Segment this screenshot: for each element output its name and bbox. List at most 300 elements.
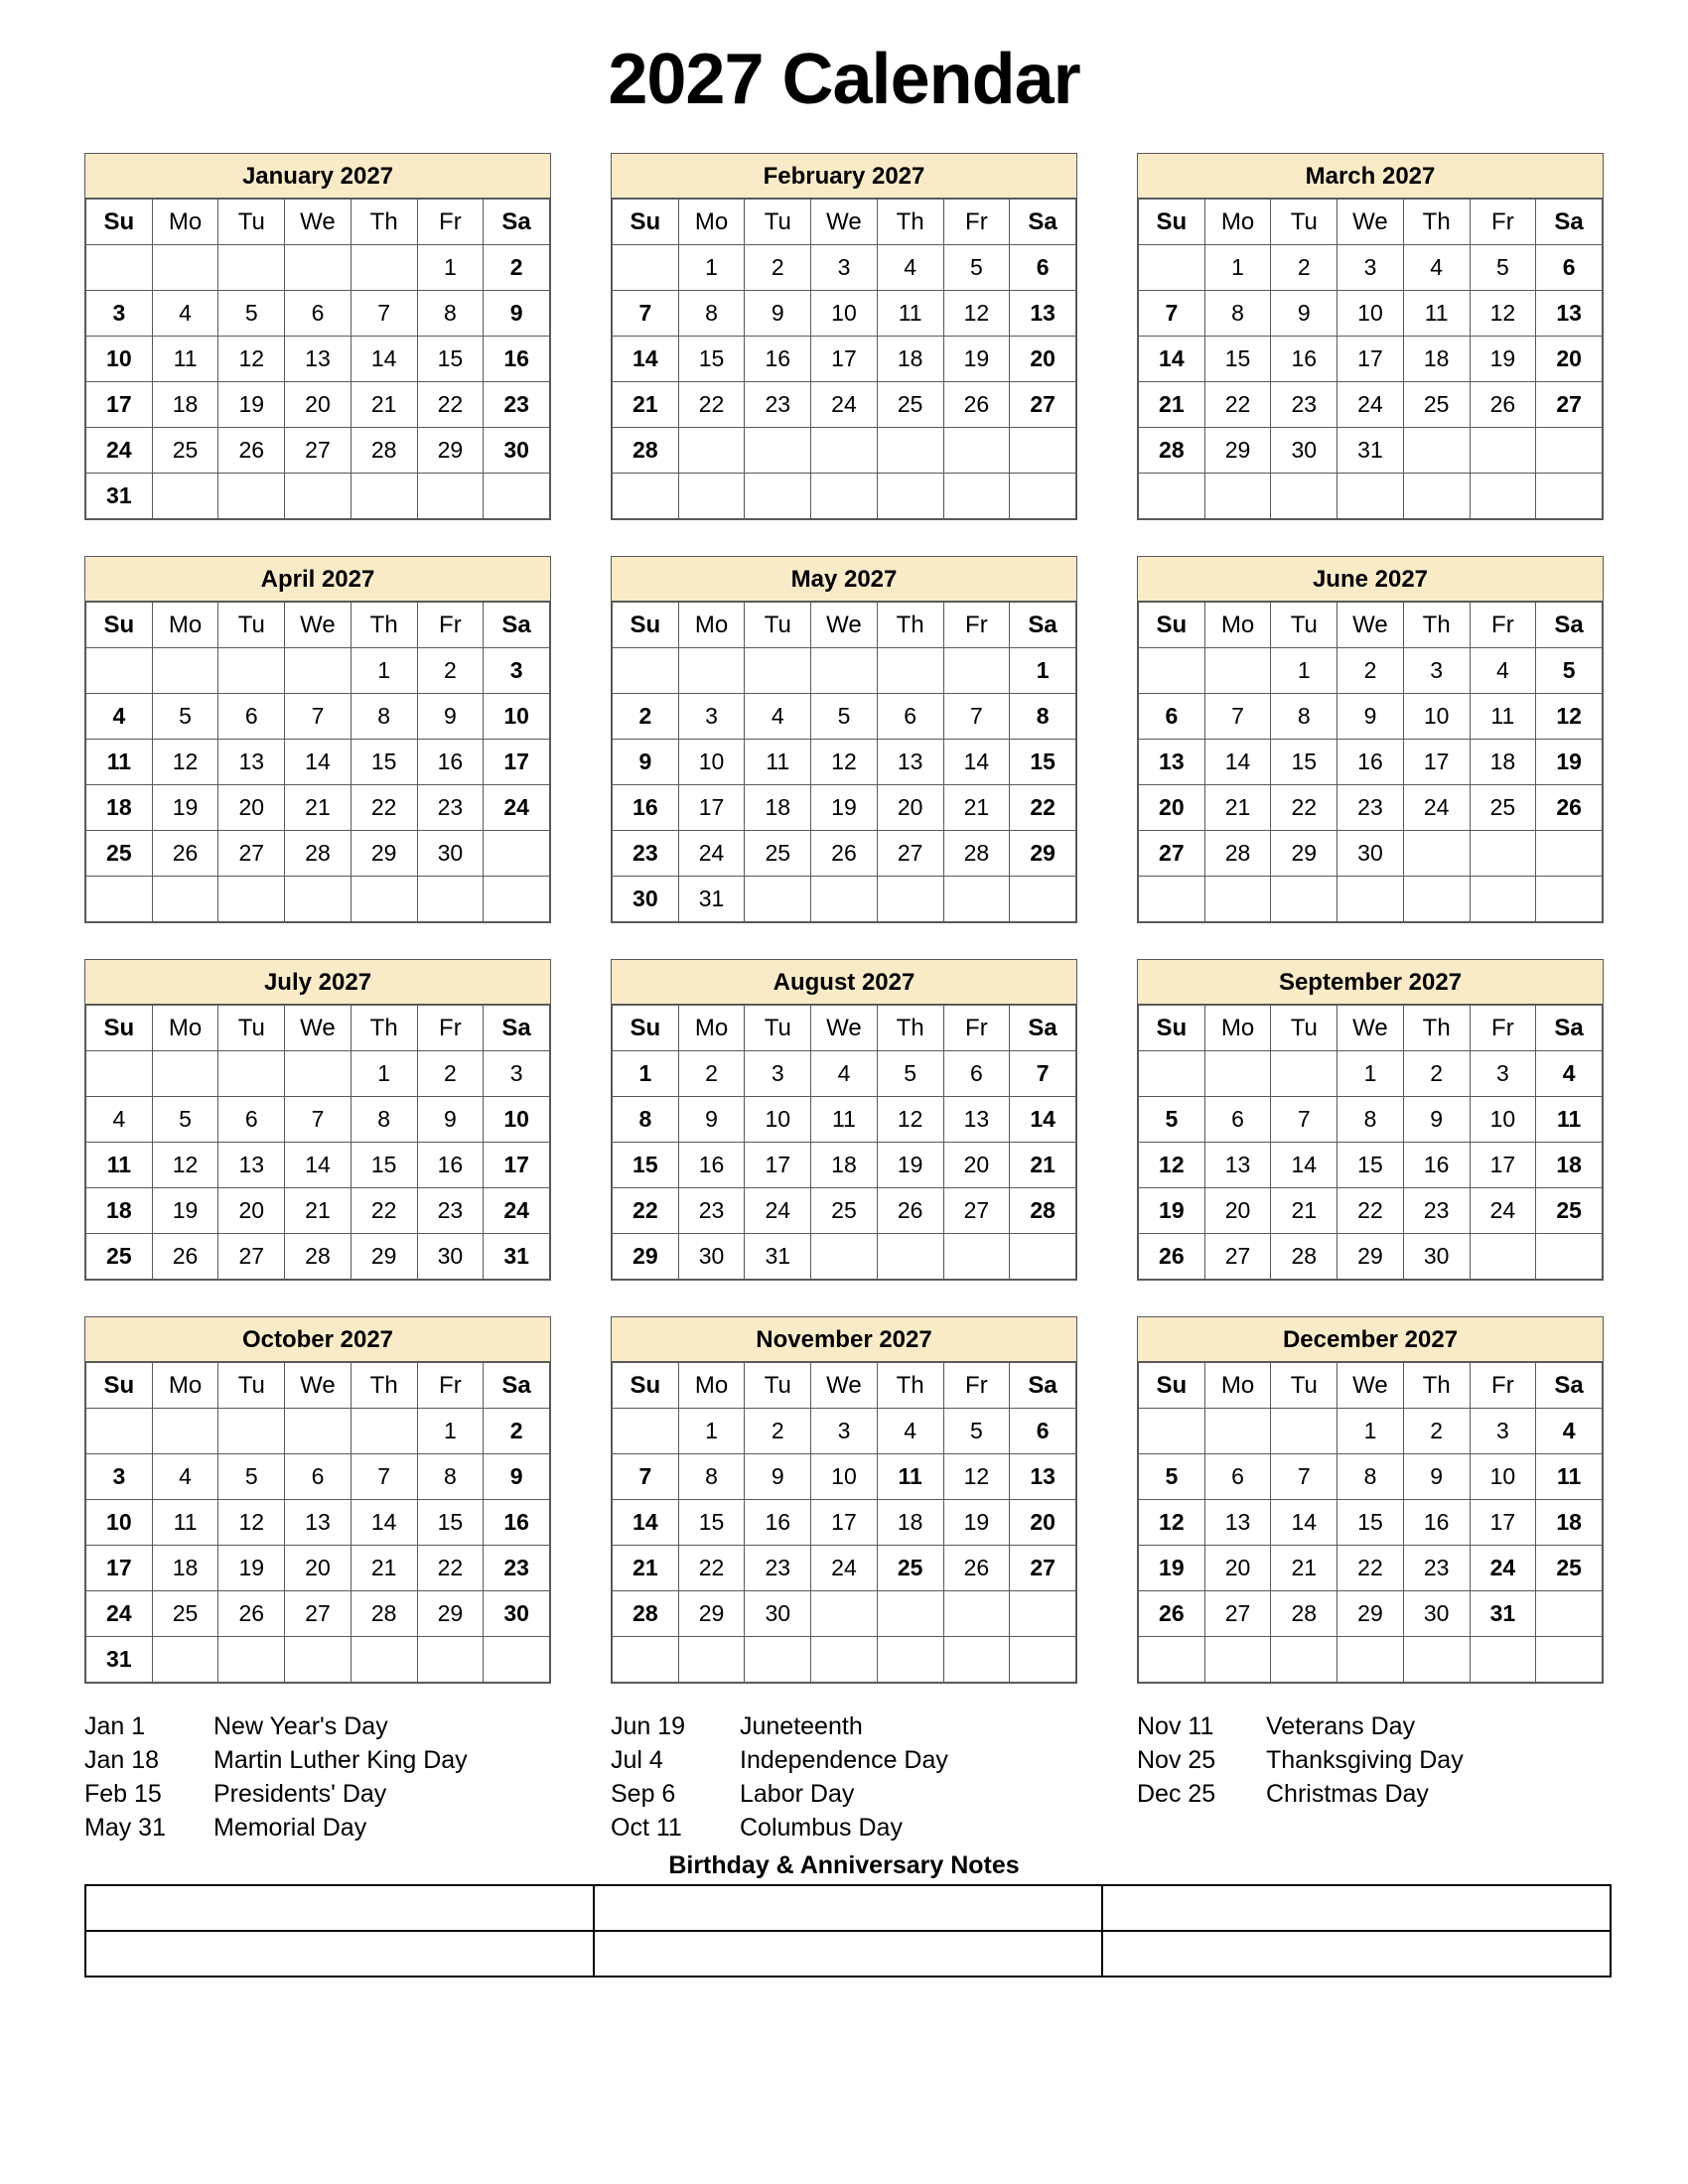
day-cell[interactable]: 27 — [1010, 1546, 1076, 1591]
day-cell[interactable]: 8 — [1271, 694, 1337, 740]
day-cell[interactable]: 17 — [1470, 1500, 1536, 1546]
day-cell[interactable]: 6 — [1536, 245, 1603, 291]
day-cell[interactable]: 25 — [745, 831, 811, 877]
day-cell[interactable]: 16 — [613, 785, 679, 831]
day-cell[interactable]: 20 — [1204, 1188, 1271, 1234]
day-cell[interactable]: 3 — [1337, 245, 1404, 291]
day-cell[interactable]: 9 — [1403, 1097, 1470, 1143]
day-cell[interactable]: 31 — [1337, 428, 1404, 474]
day-cell[interactable]: 9 — [745, 1454, 811, 1500]
day-cell[interactable]: 31 — [86, 474, 153, 519]
day-cell[interactable]: 8 — [417, 291, 484, 337]
day-cell[interactable]: 26 — [1139, 1591, 1205, 1637]
day-cell[interactable]: 25 — [1470, 785, 1536, 831]
day-cell[interactable]: 3 — [1470, 1409, 1536, 1454]
day-cell[interactable]: 16 — [1337, 740, 1404, 785]
day-cell[interactable]: 19 — [152, 785, 218, 831]
day-cell[interactable]: 18 — [152, 382, 218, 428]
day-cell[interactable]: 11 — [877, 291, 943, 337]
day-cell[interactable]: 13 — [218, 740, 285, 785]
day-cell[interactable]: 25 — [877, 1546, 943, 1591]
day-cell[interactable]: 2 — [745, 245, 811, 291]
day-cell[interactable]: 5 — [1536, 648, 1603, 694]
day-cell[interactable]: 7 — [1204, 694, 1271, 740]
day-cell[interactable]: 28 — [613, 1591, 679, 1637]
day-cell[interactable]: 14 — [285, 740, 352, 785]
day-cell[interactable]: 9 — [484, 1454, 550, 1500]
day-cell[interactable]: 10 — [1403, 694, 1470, 740]
day-cell[interactable]: 8 — [678, 291, 745, 337]
day-cell[interactable]: 18 — [877, 337, 943, 382]
day-cell[interactable]: 22 — [1337, 1546, 1404, 1591]
day-cell[interactable]: 7 — [351, 291, 417, 337]
day-cell[interactable]: 24 — [811, 382, 878, 428]
day-cell[interactable]: 16 — [745, 1500, 811, 1546]
day-cell[interactable]: 25 — [877, 382, 943, 428]
day-cell[interactable]: 27 — [1536, 382, 1603, 428]
day-cell[interactable]: 30 — [678, 1234, 745, 1280]
day-cell[interactable]: 26 — [1470, 382, 1536, 428]
notes-cell[interactable] — [85, 1931, 594, 1977]
day-cell[interactable]: 9 — [417, 694, 484, 740]
day-cell[interactable]: 17 — [811, 1500, 878, 1546]
day-cell[interactable]: 6 — [877, 694, 943, 740]
day-cell[interactable]: 31 — [86, 1637, 153, 1683]
day-cell[interactable]: 16 — [417, 1143, 484, 1188]
notes-cell[interactable] — [1102, 1885, 1611, 1931]
day-cell[interactable]: 4 — [152, 1454, 218, 1500]
day-cell[interactable]: 29 — [351, 1234, 417, 1280]
day-cell[interactable]: 27 — [218, 1234, 285, 1280]
day-cell[interactable]: 29 — [613, 1234, 679, 1280]
day-cell[interactable]: 19 — [218, 382, 285, 428]
day-cell[interactable]: 2 — [1337, 648, 1404, 694]
day-cell[interactable]: 28 — [351, 1591, 417, 1637]
day-cell[interactable]: 1 — [613, 1051, 679, 1097]
day-cell[interactable]: 23 — [1337, 785, 1404, 831]
day-cell[interactable]: 20 — [1204, 1546, 1271, 1591]
day-cell[interactable]: 26 — [1139, 1234, 1205, 1280]
day-cell[interactable]: 15 — [417, 337, 484, 382]
day-cell[interactable]: 26 — [811, 831, 878, 877]
day-cell[interactable]: 18 — [1536, 1500, 1603, 1546]
day-cell[interactable]: 24 — [678, 831, 745, 877]
day-cell[interactable]: 27 — [285, 428, 352, 474]
day-cell[interactable]: 11 — [152, 337, 218, 382]
day-cell[interactable]: 21 — [351, 382, 417, 428]
day-cell[interactable]: 18 — [152, 1546, 218, 1591]
day-cell[interactable]: 13 — [1139, 740, 1205, 785]
day-cell[interactable]: 22 — [1204, 382, 1271, 428]
day-cell[interactable]: 25 — [152, 1591, 218, 1637]
day-cell[interactable]: 14 — [351, 337, 417, 382]
day-cell[interactable]: 11 — [1536, 1454, 1603, 1500]
day-cell[interactable]: 23 — [484, 1546, 550, 1591]
day-cell[interactable]: 1 — [417, 1409, 484, 1454]
day-cell[interactable]: 15 — [678, 1500, 745, 1546]
day-cell[interactable]: 2 — [1403, 1409, 1470, 1454]
day-cell[interactable]: 21 — [351, 1546, 417, 1591]
day-cell[interactable]: 8 — [613, 1097, 679, 1143]
day-cell[interactable]: 14 — [1010, 1097, 1076, 1143]
day-cell[interactable]: 18 — [1470, 740, 1536, 785]
day-cell[interactable]: 25 — [811, 1188, 878, 1234]
day-cell[interactable]: 16 — [1403, 1143, 1470, 1188]
day-cell[interactable]: 24 — [811, 1546, 878, 1591]
day-cell[interactable]: 18 — [877, 1500, 943, 1546]
day-cell[interactable]: 29 — [1337, 1234, 1404, 1280]
day-cell[interactable]: 18 — [745, 785, 811, 831]
day-cell[interactable]: 26 — [877, 1188, 943, 1234]
day-cell[interactable]: 14 — [285, 1143, 352, 1188]
day-cell[interactable]: 25 — [1536, 1188, 1603, 1234]
day-cell[interactable]: 12 — [152, 1143, 218, 1188]
day-cell[interactable]: 27 — [1204, 1591, 1271, 1637]
day-cell[interactable]: 18 — [1536, 1143, 1603, 1188]
day-cell[interactable]: 25 — [86, 831, 153, 877]
day-cell[interactable]: 21 — [285, 785, 352, 831]
day-cell[interactable]: 28 — [613, 428, 679, 474]
day-cell[interactable]: 21 — [1139, 382, 1205, 428]
day-cell[interactable]: 12 — [811, 740, 878, 785]
day-cell[interactable]: 11 — [86, 740, 153, 785]
day-cell[interactable]: 15 — [678, 337, 745, 382]
day-cell[interactable]: 5 — [152, 694, 218, 740]
day-cell[interactable]: 11 — [811, 1097, 878, 1143]
day-cell[interactable]: 1 — [1271, 648, 1337, 694]
day-cell[interactable]: 5 — [1139, 1097, 1205, 1143]
day-cell[interactable]: 13 — [877, 740, 943, 785]
day-cell[interactable]: 30 — [417, 1234, 484, 1280]
day-cell[interactable]: 2 — [613, 694, 679, 740]
day-cell[interactable]: 4 — [152, 291, 218, 337]
day-cell[interactable]: 10 — [1337, 291, 1404, 337]
day-cell[interactable]: 11 — [877, 1454, 943, 1500]
day-cell[interactable]: 29 — [417, 1591, 484, 1637]
day-cell[interactable]: 14 — [613, 337, 679, 382]
day-cell[interactable]: 10 — [745, 1097, 811, 1143]
day-cell[interactable]: 24 — [1403, 785, 1470, 831]
day-cell[interactable]: 2 — [678, 1051, 745, 1097]
day-cell[interactable]: 7 — [285, 1097, 352, 1143]
day-cell[interactable]: 15 — [1337, 1500, 1404, 1546]
day-cell[interactable]: 21 — [613, 1546, 679, 1591]
day-cell[interactable]: 11 — [1403, 291, 1470, 337]
day-cell[interactable]: 25 — [86, 1234, 153, 1280]
day-cell[interactable]: 20 — [1010, 337, 1076, 382]
day-cell[interactable]: 12 — [1139, 1500, 1205, 1546]
day-cell[interactable]: 13 — [1204, 1500, 1271, 1546]
day-cell[interactable]: 28 — [943, 831, 1010, 877]
day-cell[interactable]: 16 — [1403, 1500, 1470, 1546]
day-cell[interactable]: 30 — [484, 428, 550, 474]
day-cell[interactable]: 9 — [613, 740, 679, 785]
day-cell[interactable]: 29 — [351, 831, 417, 877]
day-cell[interactable]: 2 — [417, 648, 484, 694]
day-cell[interactable]: 7 — [1271, 1454, 1337, 1500]
day-cell[interactable]: 6 — [285, 291, 352, 337]
day-cell[interactable]: 13 — [218, 1143, 285, 1188]
day-cell[interactable]: 28 — [1010, 1188, 1076, 1234]
day-cell[interactable]: 27 — [943, 1188, 1010, 1234]
day-cell[interactable]: 28 — [1271, 1234, 1337, 1280]
day-cell[interactable]: 26 — [152, 831, 218, 877]
day-cell[interactable]: 19 — [1139, 1188, 1205, 1234]
day-cell[interactable]: 29 — [678, 1591, 745, 1637]
day-cell[interactable]: 4 — [1470, 648, 1536, 694]
day-cell[interactable]: 21 — [1204, 785, 1271, 831]
day-cell[interactable]: 4 — [877, 245, 943, 291]
day-cell[interactable]: 4 — [86, 1097, 153, 1143]
day-cell[interactable]: 31 — [484, 1234, 550, 1280]
day-cell[interactable]: 13 — [1536, 291, 1603, 337]
day-cell[interactable]: 12 — [218, 337, 285, 382]
day-cell[interactable]: 29 — [1010, 831, 1076, 877]
day-cell[interactable]: 30 — [745, 1591, 811, 1637]
day-cell[interactable]: 2 — [1403, 1051, 1470, 1097]
day-cell[interactable]: 6 — [218, 694, 285, 740]
day-cell[interactable]: 5 — [877, 1051, 943, 1097]
day-cell[interactable]: 5 — [218, 1454, 285, 1500]
day-cell[interactable]: 7 — [613, 1454, 679, 1500]
day-cell[interactable]: 11 — [745, 740, 811, 785]
day-cell[interactable]: 24 — [745, 1188, 811, 1234]
day-cell[interactable]: 11 — [1470, 694, 1536, 740]
day-cell[interactable]: 5 — [152, 1097, 218, 1143]
day-cell[interactable]: 11 — [86, 1143, 153, 1188]
day-cell[interactable]: 4 — [86, 694, 153, 740]
day-cell[interactable]: 21 — [1010, 1143, 1076, 1188]
day-cell[interactable]: 17 — [484, 1143, 550, 1188]
day-cell[interactable]: 6 — [1204, 1097, 1271, 1143]
day-cell[interactable]: 8 — [1204, 291, 1271, 337]
day-cell[interactable]: 13 — [285, 1500, 352, 1546]
day-cell[interactable]: 7 — [1139, 291, 1205, 337]
day-cell[interactable]: 4 — [877, 1409, 943, 1454]
day-cell[interactable]: 3 — [484, 648, 550, 694]
day-cell[interactable]: 3 — [811, 1409, 878, 1454]
day-cell[interactable]: 24 — [1337, 382, 1404, 428]
day-cell[interactable]: 3 — [86, 291, 153, 337]
day-cell[interactable]: 15 — [613, 1143, 679, 1188]
day-cell[interactable]: 28 — [1204, 831, 1271, 877]
day-cell[interactable]: 18 — [86, 1188, 153, 1234]
day-cell[interactable]: 13 — [1204, 1143, 1271, 1188]
day-cell[interactable]: 3 — [1403, 648, 1470, 694]
day-cell[interactable]: 3 — [484, 1051, 550, 1097]
day-cell[interactable]: 8 — [1010, 694, 1076, 740]
day-cell[interactable]: 22 — [1271, 785, 1337, 831]
day-cell[interactable]: 6 — [285, 1454, 352, 1500]
day-cell[interactable]: 19 — [811, 785, 878, 831]
day-cell[interactable]: 28 — [1271, 1591, 1337, 1637]
day-cell[interactable]: 19 — [1470, 337, 1536, 382]
day-cell[interactable]: 20 — [1139, 785, 1205, 831]
day-cell[interactable]: 19 — [943, 1500, 1010, 1546]
day-cell[interactable]: 30 — [1337, 831, 1404, 877]
day-cell[interactable]: 6 — [1010, 1409, 1076, 1454]
day-cell[interactable]: 7 — [285, 694, 352, 740]
day-cell[interactable]: 24 — [1470, 1546, 1536, 1591]
day-cell[interactable]: 3 — [745, 1051, 811, 1097]
day-cell[interactable]: 6 — [1010, 245, 1076, 291]
day-cell[interactable]: 23 — [745, 382, 811, 428]
day-cell[interactable]: 1 — [678, 1409, 745, 1454]
day-cell[interactable]: 1 — [351, 648, 417, 694]
day-cell[interactable]: 30 — [1403, 1591, 1470, 1637]
day-cell[interactable]: 4 — [1403, 245, 1470, 291]
day-cell[interactable]: 29 — [1337, 1591, 1404, 1637]
day-cell[interactable]: 1 — [1337, 1409, 1404, 1454]
day-cell[interactable]: 15 — [1010, 740, 1076, 785]
day-cell[interactable]: 12 — [877, 1097, 943, 1143]
day-cell[interactable]: 21 — [613, 382, 679, 428]
day-cell[interactable]: 31 — [1470, 1591, 1536, 1637]
day-cell[interactable]: 15 — [351, 740, 417, 785]
day-cell[interactable]: 22 — [351, 1188, 417, 1234]
day-cell[interactable]: 7 — [1271, 1097, 1337, 1143]
day-cell[interactable]: 5 — [1139, 1454, 1205, 1500]
day-cell[interactable]: 12 — [943, 1454, 1010, 1500]
notes-cell[interactable] — [594, 1931, 1102, 1977]
day-cell[interactable]: 4 — [811, 1051, 878, 1097]
day-cell[interactable]: 30 — [613, 877, 679, 922]
day-cell[interactable]: 10 — [811, 1454, 878, 1500]
day-cell[interactable]: 25 — [152, 428, 218, 474]
day-cell[interactable]: 10 — [1470, 1097, 1536, 1143]
day-cell[interactable]: 26 — [943, 382, 1010, 428]
day-cell[interactable]: 31 — [678, 877, 745, 922]
day-cell[interactable]: 1 — [1010, 648, 1076, 694]
day-cell[interactable]: 12 — [1139, 1143, 1205, 1188]
day-cell[interactable]: 14 — [1271, 1500, 1337, 1546]
day-cell[interactable]: 12 — [943, 291, 1010, 337]
day-cell[interactable]: 3 — [1470, 1051, 1536, 1097]
day-cell[interactable]: 23 — [613, 831, 679, 877]
day-cell[interactable]: 6 — [218, 1097, 285, 1143]
day-cell[interactable]: 6 — [943, 1051, 1010, 1097]
day-cell[interactable]: 14 — [1271, 1143, 1337, 1188]
day-cell[interactable]: 23 — [1403, 1546, 1470, 1591]
notes-cell[interactable] — [85, 1885, 594, 1931]
day-cell[interactable]: 5 — [943, 245, 1010, 291]
day-cell[interactable]: 26 — [152, 1234, 218, 1280]
day-cell[interactable]: 24 — [86, 1591, 153, 1637]
day-cell[interactable]: 27 — [877, 831, 943, 877]
day-cell[interactable]: 15 — [1271, 740, 1337, 785]
day-cell[interactable]: 7 — [613, 291, 679, 337]
day-cell[interactable]: 25 — [1403, 382, 1470, 428]
day-cell[interactable]: 12 — [152, 740, 218, 785]
day-cell[interactable]: 30 — [417, 831, 484, 877]
notes-cell[interactable] — [594, 1885, 1102, 1931]
day-cell[interactable]: 10 — [1470, 1454, 1536, 1500]
day-cell[interactable]: 18 — [86, 785, 153, 831]
day-cell[interactable]: 8 — [351, 694, 417, 740]
day-cell[interactable]: 18 — [1403, 337, 1470, 382]
day-cell[interactable]: 7 — [1010, 1051, 1076, 1097]
day-cell[interactable]: 10 — [678, 740, 745, 785]
day-cell[interactable]: 24 — [1470, 1188, 1536, 1234]
day-cell[interactable]: 10 — [484, 694, 550, 740]
day-cell[interactable]: 5 — [218, 291, 285, 337]
day-cell[interactable]: 20 — [285, 382, 352, 428]
day-cell[interactable]: 9 — [417, 1097, 484, 1143]
day-cell[interactable]: 16 — [745, 337, 811, 382]
day-cell[interactable]: 23 — [484, 382, 550, 428]
day-cell[interactable]: 26 — [218, 428, 285, 474]
day-cell[interactable]: 15 — [1337, 1143, 1404, 1188]
day-cell[interactable]: 8 — [1337, 1097, 1404, 1143]
day-cell[interactable]: 6 — [1204, 1454, 1271, 1500]
day-cell[interactable]: 19 — [877, 1143, 943, 1188]
day-cell[interactable]: 29 — [1271, 831, 1337, 877]
day-cell[interactable]: 9 — [1271, 291, 1337, 337]
day-cell[interactable]: 27 — [218, 831, 285, 877]
day-cell[interactable]: 23 — [417, 1188, 484, 1234]
day-cell[interactable]: 30 — [1271, 428, 1337, 474]
day-cell[interactable]: 23 — [678, 1188, 745, 1234]
day-cell[interactable]: 15 — [1204, 337, 1271, 382]
day-cell[interactable]: 8 — [351, 1097, 417, 1143]
day-cell[interactable]: 10 — [811, 291, 878, 337]
day-cell[interactable]: 27 — [1204, 1234, 1271, 1280]
day-cell[interactable]: 22 — [417, 1546, 484, 1591]
day-cell[interactable]: 1 — [678, 245, 745, 291]
day-cell[interactable]: 1 — [1204, 245, 1271, 291]
day-cell[interactable]: 22 — [678, 1546, 745, 1591]
day-cell[interactable]: 4 — [1536, 1409, 1603, 1454]
day-cell[interactable]: 15 — [351, 1143, 417, 1188]
day-cell[interactable]: 14 — [1139, 337, 1205, 382]
day-cell[interactable]: 12 — [1470, 291, 1536, 337]
day-cell[interactable]: 17 — [1470, 1143, 1536, 1188]
day-cell[interactable]: 20 — [943, 1143, 1010, 1188]
day-cell[interactable]: 25 — [1536, 1546, 1603, 1591]
day-cell[interactable]: 17 — [745, 1143, 811, 1188]
day-cell[interactable]: 16 — [484, 1500, 550, 1546]
day-cell[interactable]: 8 — [678, 1454, 745, 1500]
day-cell[interactable]: 18 — [811, 1143, 878, 1188]
day-cell[interactable]: 17 — [86, 382, 153, 428]
day-cell[interactable]: 2 — [484, 245, 550, 291]
day-cell[interactable]: 4 — [1536, 1051, 1603, 1097]
day-cell[interactable]: 22 — [417, 382, 484, 428]
day-cell[interactable]: 12 — [1536, 694, 1603, 740]
day-cell[interactable]: 22 — [613, 1188, 679, 1234]
day-cell[interactable]: 11 — [1536, 1097, 1603, 1143]
day-cell[interactable]: 11 — [152, 1500, 218, 1546]
day-cell[interactable]: 30 — [1403, 1234, 1470, 1280]
day-cell[interactable]: 1 — [1337, 1051, 1404, 1097]
day-cell[interactable]: 6 — [1139, 694, 1205, 740]
day-cell[interactable]: 16 — [484, 337, 550, 382]
day-cell[interactable]: 5 — [1470, 245, 1536, 291]
day-cell[interactable]: 19 — [1139, 1546, 1205, 1591]
day-cell[interactable]: 5 — [943, 1409, 1010, 1454]
day-cell[interactable]: 3 — [678, 694, 745, 740]
day-cell[interactable]: 23 — [1403, 1188, 1470, 1234]
day-cell[interactable]: 28 — [351, 428, 417, 474]
day-cell[interactable]: 21 — [1271, 1546, 1337, 1591]
day-cell[interactable]: 22 — [351, 785, 417, 831]
day-cell[interactable]: 27 — [1010, 382, 1076, 428]
day-cell[interactable]: 10 — [86, 337, 153, 382]
day-cell[interactable]: 28 — [285, 1234, 352, 1280]
day-cell[interactable]: 30 — [484, 1591, 550, 1637]
day-cell[interactable]: 23 — [1271, 382, 1337, 428]
day-cell[interactable]: 26 — [218, 1591, 285, 1637]
